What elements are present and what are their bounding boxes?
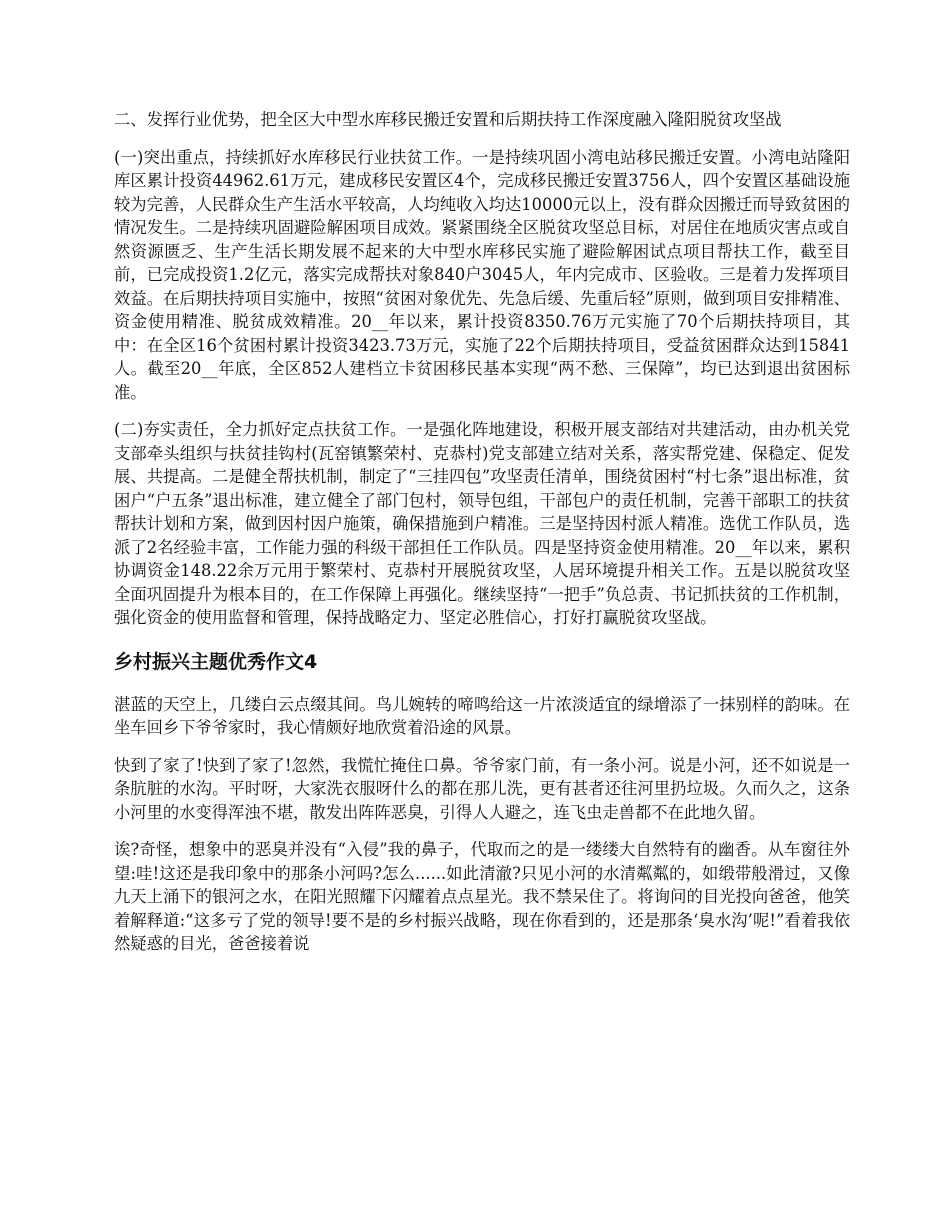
paragraph-targeted-poverty-relief: (二)夯实责任，全力抓好定点扶贫工作。一是强化阵地建设，积极开展支部结对共建活动，由办机关党支部牵头组织与扶贫挂钩村(瓦窑镇繁荣村、克恭村)党支部建立结对关系，落实帮党建、保稳定、促发展、共提高。二是健全帮扶机制，制定了“三挂四包”攻坚责任清单，围绕贫困村“村七条”退出标准，贫困户“户五条”退出标准，建立健全了部门包村，领导包组，干部包户的责任机制，完善干部职工的扶贫帮扶计划和方案，做到因村因户施策，确保措施到户精准。三是坚持因村派人精准。选优工作队员，选派了2名经验丰富，工作能力强的科级干部担任工作队员。四是坚持资金使用精准。20__年以来，累积协调资金148.22余万元用于繁荣村、克恭村开展脱贫攻坚，人居环境提升相关工作。五是以脱贫攻坚全面巩固提升为根本目的，在工作保障上再强化。继续坚持“一把手”负总责、书记抓扶贫的工作机制，强化资金的使用监督和管理，保持战略定力、坚定必胜信心，打好打赢脱贫攻坚战。 (114, 420, 850, 627)
paragraph-sky: 湛蓝的天空上，几缕白云点缀其间。鸟儿婉转的啼鸣给这一片浓淡适宜的绿增添了一抹别样的韵味。在坐车回乡下爷爷家时，我心情颇好地欣赏着沿途的风景。 (114, 694, 850, 737)
article-heading: 乡村振兴主题优秀作文4 (114, 650, 318, 673)
paragraph-dirty-river: 快到了家了!快到了家了!忽然，我慌忙掩住口鼻。爷爷家门前，有一条小河。说是小河，还不如说是一条肮脏的水沟。平时呀，大家洗衣服呀什么的都在那儿洗，更有甚者还往河里扔垃圾。久而久之，这条小河里的水变得浑浊不堪，散发出阵阵恶臭，引得人人避之，连飞虫走兽都不在此地久留。 (114, 755, 850, 822)
document-page (114, 108, 850, 970)
section-title: 二、发挥行业优势，把全区大中型水库移民搬迁安置和后期扶持工作深度融入隆阳脱贫攻坚战 (114, 110, 782, 129)
paragraph-clean-river: 诶?奇怪，想象中的恶臭并没有“入侵”我的鼻子，代取而之的是一缕缕大自然特有的幽香。从车窗往外望:哇!这还是我印象中的那条小河吗?怎么......如此清澈?只见小河的水清粼粼的，如缎带般滑过，又像九天上涌下的银河之水，在阳光照耀下闪耀着点点星光。我不禁呆住了。将询问的目光投向爸爸，他笑着解释道:“这多亏了党的领导!要不是的乡村振兴战略，现在你看到的，还是那条‘臭水沟’呢!”看着我依然疑惑的目光，爸爸接着说 (114, 840, 850, 953)
paragraph-reservoir-resettlement: (一)突出重点，持续抓好水库移民行业扶贫工作。一是持续巩固小湾电站移民搬迁安置。小湾电站隆阳库区累计投资44962.61万元，建成移民安置区4个，完成移民搬迁安置3756人，四个安置区基础设施较为完善，人民群众生产生活水平较高，人均纯收入均达10000元以上，没有群众因搬迁而导致贫困的情况发生。二是持续巩固避险解困项目成效。紧紧围绕全区脱贫攻坚总目标，对居住在地质灾害点或自然资源匮乏、生产生活长期发展不起来的大中型水库移民实施了避险解困试点项目帮扶工作，截至目前，已完成投资1.2亿元，落实完成帮扶对象840户3045人，年内完成市、区验收。三是着力发挥项目效益。在后期扶持项目实施中，按照“贫困对象优先、先急后缓、先重后轻”原则，做到项目安排精准、资金使用精准、脱贫成效精准。20__年以来，累计投资8350.76万元实施了70个后期扶持项目，其中：在全区16个贫困村累计投资3423.73万元，实施了22个后期扶持项目，受益贫困群众达到15841人。截至20__年底，全区852人建档立卡贫困移民基本实现“两不愁、三保障”，均已达到退出贫困标准。 (114, 147, 850, 402)
